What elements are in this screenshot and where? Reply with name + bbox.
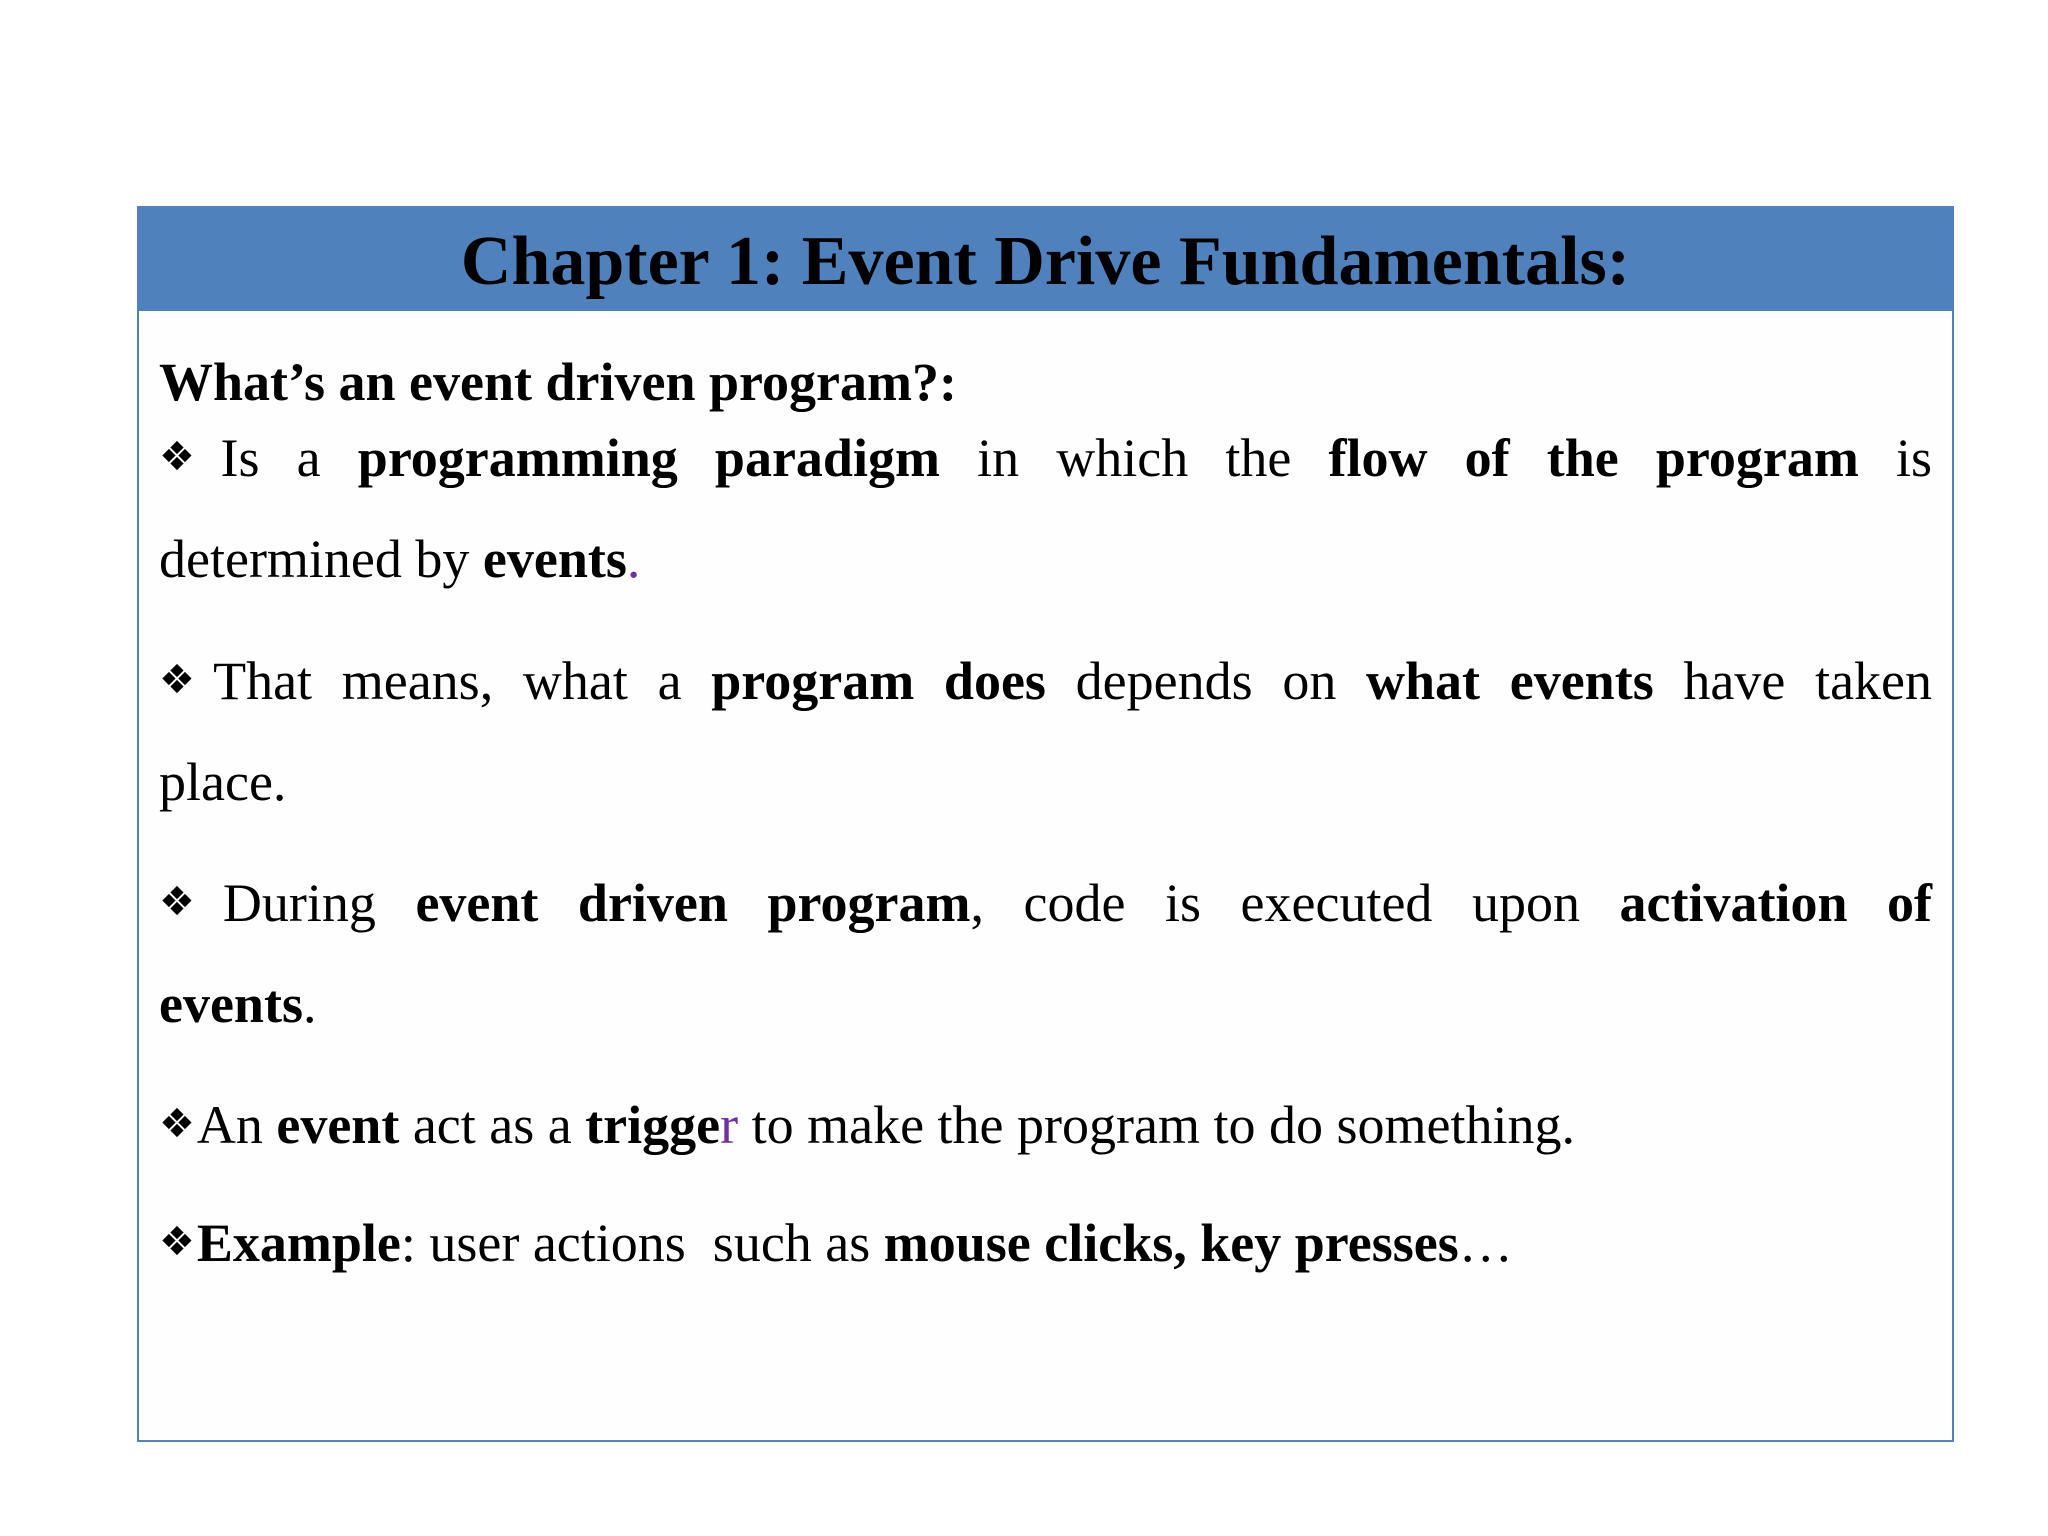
bold-run: event driven program [415, 873, 971, 933]
bold-run: event [276, 1095, 400, 1155]
bullet-2-line-2 [159, 731, 1932, 833]
diamond-bullet-icon: ❖ [159, 1219, 195, 1265]
diamond-bullet-icon: ❖ [159, 879, 221, 925]
bold-run: activation of [1619, 873, 1932, 933]
title-bar [139, 208, 1952, 311]
bold-run: trigge [585, 1095, 721, 1155]
text-run: to make the program to do something. [738, 1095, 1575, 1155]
text-run: in which the [939, 428, 1329, 488]
bold-run: what events [1366, 651, 1654, 711]
bold-run: programming paradigm [357, 428, 940, 488]
text-run: have taken [1653, 651, 1933, 711]
diamond-bullet-icon: ❖ [159, 1101, 195, 1147]
text-run: Is a [220, 428, 358, 488]
text-run: . [302, 974, 317, 1034]
bullet-3-line-1 [159, 851, 1932, 953]
text-run: act as a [399, 1095, 586, 1155]
slide-title: Chapter 1: Event Drive Fundamentals: [460, 222, 1631, 300]
bullet-1-line-1 [159, 406, 1932, 508]
bold-run: program does [711, 651, 1046, 711]
text-run: , code is executed upon [970, 873, 1620, 933]
text-run: … [1458, 1213, 1513, 1273]
diamond-bullet-icon: ❖ [159, 434, 219, 480]
text-run: During [222, 873, 416, 933]
bullet-paragraph-5 [159, 1191, 1932, 1293]
bold-run: events [159, 974, 303, 1034]
text-run: depends on [1045, 651, 1367, 711]
bullet-1-line-2 [159, 508, 1932, 610]
text-run: determined by [159, 529, 483, 589]
text-run: That means, what a [213, 651, 712, 711]
bullet-paragraph-2 [159, 629, 1932, 833]
diamond-bullet-icon: ❖ [159, 657, 212, 703]
slide-frame [137, 206, 1954, 1442]
bullet-paragraph-3 [159, 851, 1932, 1055]
bold-run: flow of the program [1328, 428, 1859, 488]
accent-run: . [626, 529, 641, 589]
bullet-2-line-1 [159, 629, 1932, 731]
text-run: : user actions such as [400, 1213, 884, 1273]
text-run: An [196, 1095, 277, 1155]
bullet-4-line-1 [159, 1073, 1932, 1175]
accent-run: r [720, 1095, 739, 1155]
bold-run: Example [196, 1213, 401, 1273]
bold-run: events [482, 529, 627, 589]
bullet-paragraph-1 [159, 406, 1932, 610]
bullet-5-line-1 [159, 1191, 1932, 1293]
bullet-3-line-2 [159, 953, 1932, 1055]
bold-run: mouse clicks, key presses [883, 1213, 1459, 1273]
slide-subtitle: What’s an event driven program?: [159, 352, 957, 412]
text-run: place. [159, 752, 287, 812]
bullet-paragraph-4 [159, 1073, 1932, 1175]
text-run: is [1858, 428, 1932, 488]
